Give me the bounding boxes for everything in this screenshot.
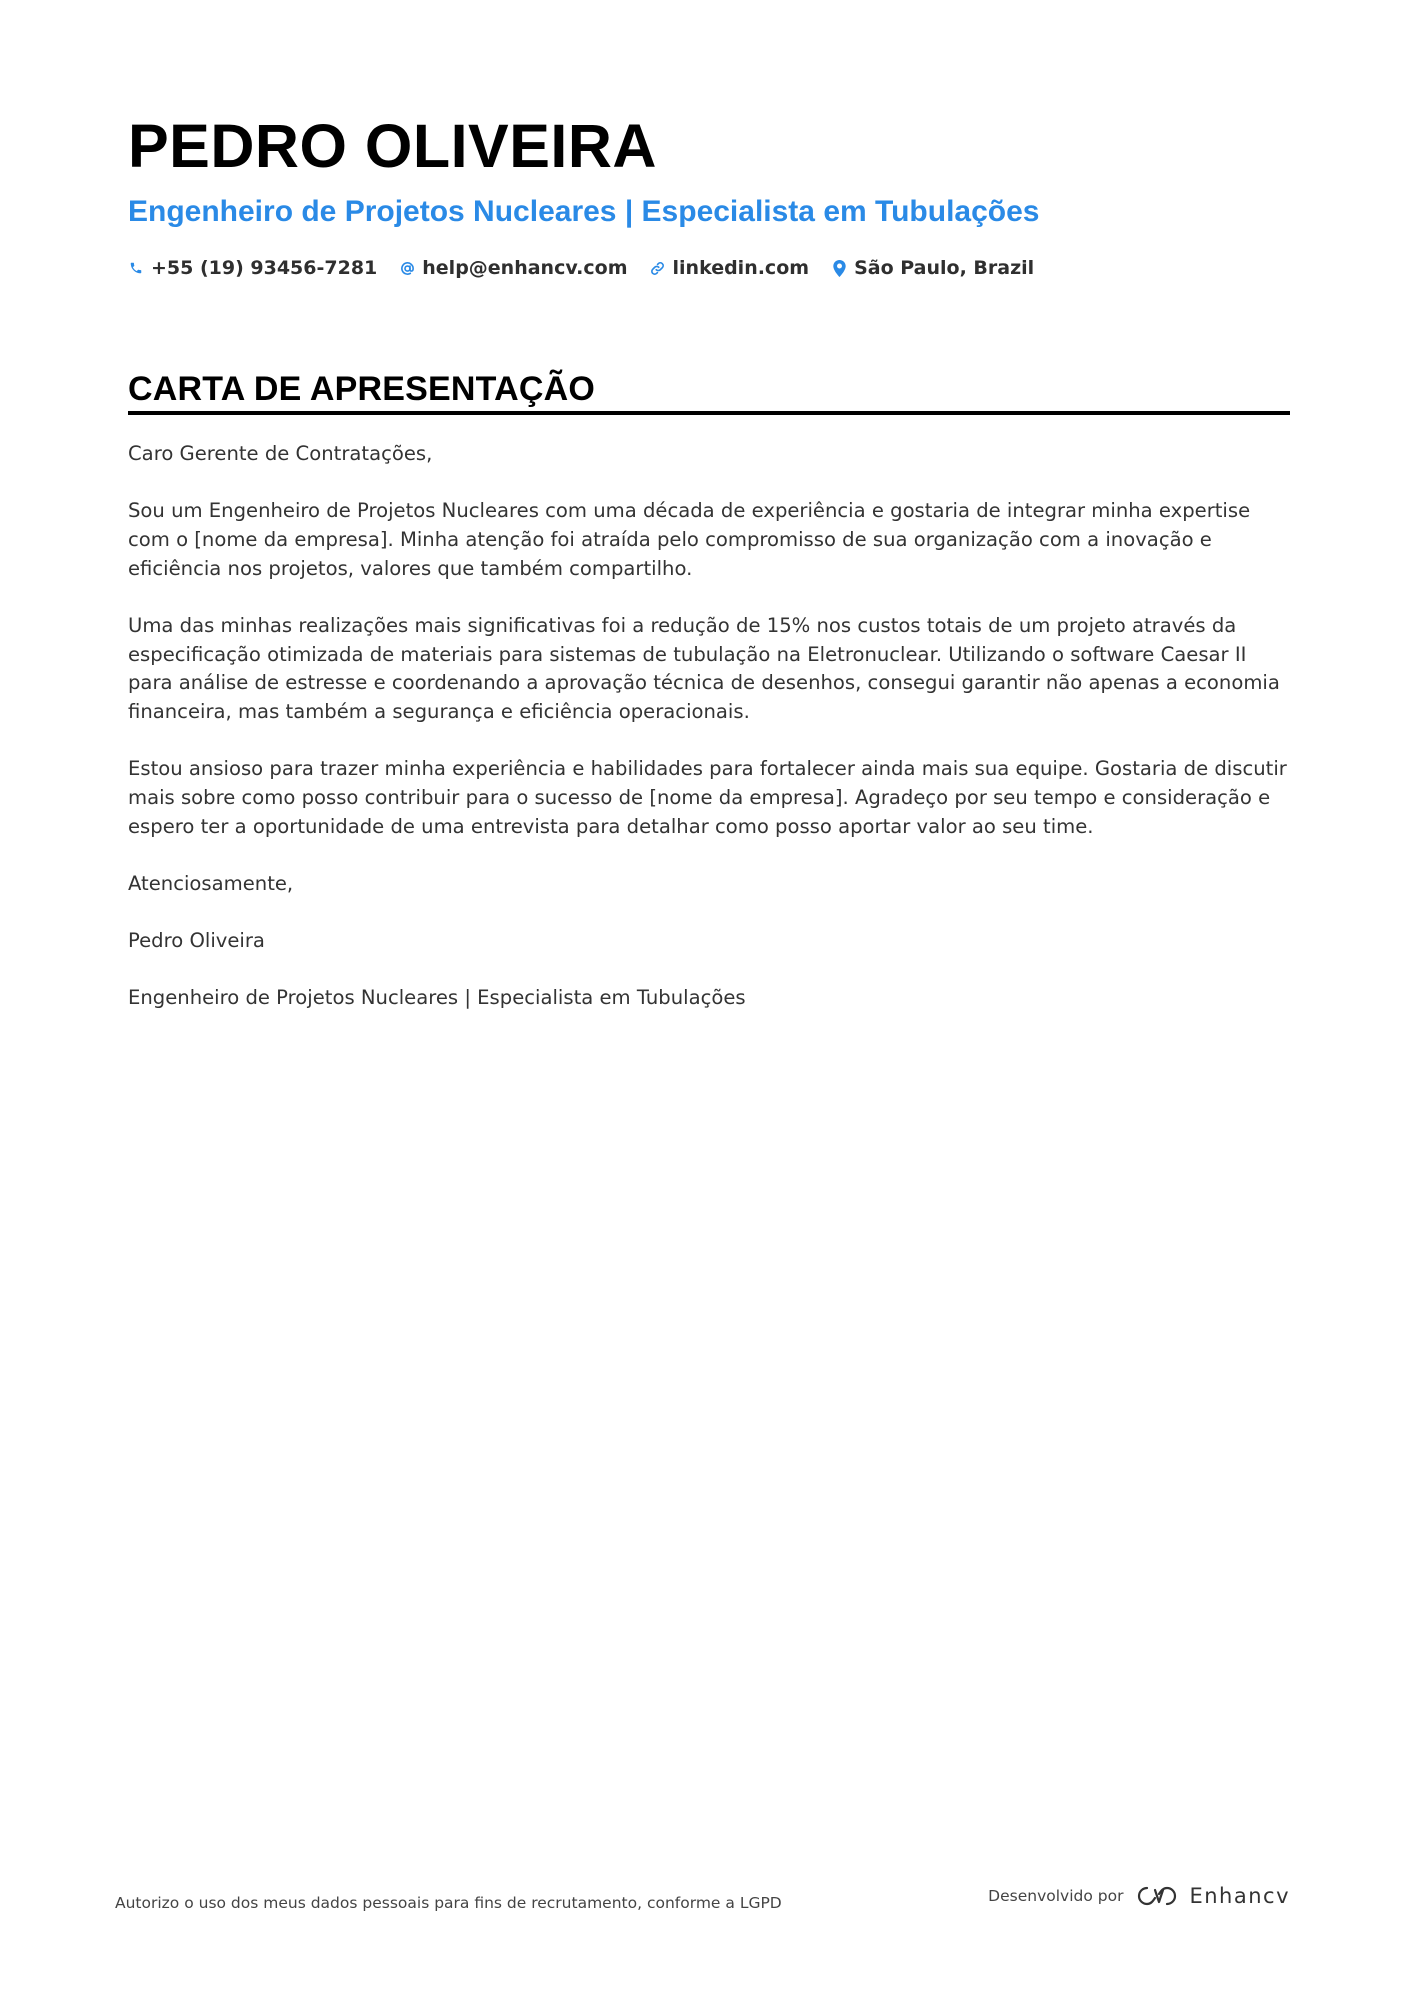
section-heading: CARTA DE APRESENTAÇÃO xyxy=(128,370,595,408)
powered-by-label: Desenvolvido por xyxy=(988,1887,1124,1905)
contact-location-text: São Paulo, Brazil xyxy=(854,257,1035,279)
letter-paragraph: Estou ansioso para trazer minha experiência e habilidades para fortalecer ainda mais sua equipe. Gostaria de discutir mais sobre como posso contribuir para o sucesso de [nome da empresa]. Agradeço por seu tempo e consideração e espero ter a oportunidade de uma entrevista para detalhar como posso aportar valor ao seu time. xyxy=(128,757,1287,838)
letter-body xyxy=(128,440,1290,1013)
letter-closing: Atenciosamente, xyxy=(128,871,294,895)
section-divider xyxy=(128,411,1290,415)
location-pin-icon xyxy=(831,259,847,277)
link-icon xyxy=(650,259,666,277)
at-icon xyxy=(399,259,415,277)
contact-phone-text: +55 (19) 93456-7281 xyxy=(151,257,378,279)
letter-greeting: Caro Gerente de Contratações, xyxy=(128,442,433,465)
candidate-title: Engenheiro de Projetos Nucleares | Especialista em Tubulações xyxy=(128,195,1040,228)
brand-name: Enhancv xyxy=(1189,1884,1290,1908)
contact-bar xyxy=(128,254,1290,282)
consent-note: Autorizo o uso dos meus dados pessoais para fins de recrutamento, conforme a LGPD xyxy=(115,1894,782,1912)
letter-paragraph: Sou um Engenheiro de Projetos Nucleares com uma década de experiência e gostaria de integrar minha expertise com o [nome da empresa]. Minha atenção foi atraída pelo compromisso de sua organização com a inovação e eficiência nos projetos, valores que também compartilho. xyxy=(128,499,1251,580)
phone-icon xyxy=(128,259,144,277)
contact-linkedin-text: linkedin.com xyxy=(672,257,810,279)
signature-title: Engenheiro de Projetos Nucleares | Especialista em Tubulações xyxy=(128,986,746,1010)
powered-by[interactable] xyxy=(988,1884,1290,1908)
signature-name: Pedro Oliveira xyxy=(128,928,265,952)
contact-linkedin[interactable] xyxy=(650,257,810,279)
contact-location xyxy=(831,257,1034,279)
letter-paragraph: Uma das minhas realizações mais significativas foi a redução de 15% nos custos totais de um projeto através da especificação otimizada de materiais para sistemas de tubulação na Eletronuclear. Utilizando o software Caesar II para análise de estresse e coordenando a aprovação técnica de desenhos, consegui garantir não apenas a economia financeira, mas também a segurança e eficiência operacionais. xyxy=(128,613,1280,723)
contact-phone[interactable] xyxy=(128,257,377,279)
contact-email-text: help@enhancv.com xyxy=(422,257,628,279)
candidate-name: PEDRO OLIVEIRA xyxy=(128,112,657,180)
enhancv-logo-icon xyxy=(1135,1884,1179,1908)
contact-email[interactable] xyxy=(399,257,627,279)
cover-letter-page xyxy=(128,108,1290,1041)
